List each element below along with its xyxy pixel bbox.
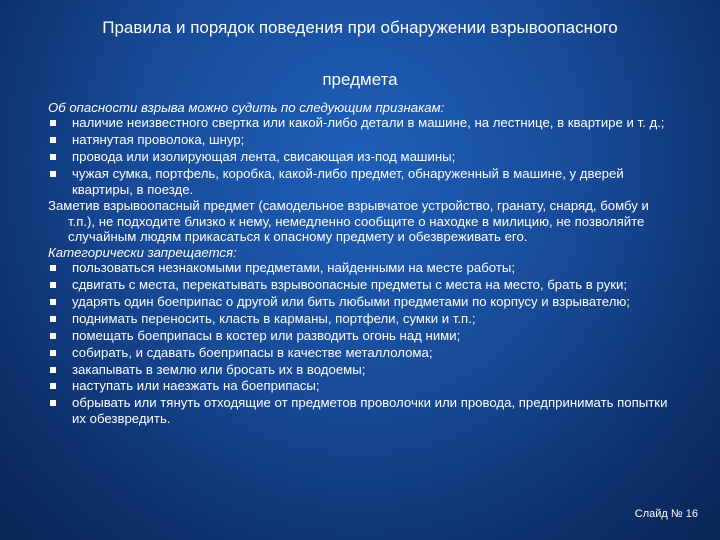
bullet-item: [48, 115, 678, 130]
prohibited-intro: Категорически запрещается:: [48, 244, 237, 260]
bullet-text: наличие неизвестного свертка или какой-либо детали в машине, на лестнице, в квартире и т. д.;: [72, 115, 665, 131]
bullet-item: [48, 260, 678, 275]
bullet-item: [48, 132, 678, 147]
square-bullet-icon: [50, 383, 56, 389]
square-bullet-icon: [50, 350, 56, 356]
bullet-text: натянутая проволока, шнур;: [72, 132, 245, 148]
square-bullet-icon: [50, 137, 56, 143]
bullet-text: наступать или наезжать на боеприпасы;: [72, 378, 320, 394]
bullet-item: [48, 328, 678, 343]
signs-list: [48, 115, 678, 197]
bullet-item: [48, 166, 678, 197]
bullet-item: [48, 277, 678, 292]
bullet-text: ударять один боеприпас о другой или бить любыми предметами по корпусу и взрывателю;: [72, 293, 630, 309]
square-bullet-icon: [50, 282, 56, 288]
square-bullet-icon: [50, 400, 56, 406]
bullet-item: [48, 294, 678, 309]
bullet-text: чужая сумка, портфель, коробка, какой-либо предмет, обнаруженный в машине, у дверей квартиры, в поезде.: [72, 166, 624, 197]
bullet-item: [48, 311, 678, 326]
bullet-item: [48, 378, 678, 393]
prohibited-list: [48, 260, 678, 426]
slide-number: Слайд № 16: [634, 508, 698, 520]
square-bullet-icon: [50, 316, 56, 322]
square-bullet-icon: [50, 265, 56, 271]
instruction-paragraph: Заметив взрывоопасный предмет (самодельное взрывчатое устройство, гранату, снаряд, бомбу и т.п.), не подходите близко к нему, немедленно сообщите о находке в милицию, не позволяйте случайным людям прикасаться к опасному предмету и обезвреживать его.: [48, 198, 649, 245]
slide-title: [40, 14, 680, 94]
bullet-text: провода или изолирующая лента, свисающая из-под машины;: [72, 149, 456, 165]
square-bullet-icon: [50, 299, 56, 305]
bullet-text: пользоваться незнакомыми предметами, найденными на месте работы;: [72, 260, 516, 276]
square-bullet-icon: [50, 333, 56, 339]
bullet-text: поднимать переносить, класть в карманы, портфели, сумки и т.п.;: [72, 310, 476, 326]
title-line-2: предмета: [322, 70, 398, 89]
bullet-text: закапывать в землю или бросать их в водоемы;: [72, 361, 366, 377]
bullet-item: [48, 345, 678, 360]
bullet-item: [48, 395, 678, 426]
bullet-item: [48, 149, 678, 164]
bullet-text: обрывать или тянуть отходящие от предметов проволочки или провода, предпринимать попытки их обезвредить.: [72, 395, 668, 426]
bullet-item: [48, 362, 678, 377]
square-bullet-icon: [50, 154, 56, 160]
square-bullet-icon: [50, 120, 56, 126]
bullet-text: помещать боеприпасы в костер или разводить огонь над ними;: [72, 327, 461, 343]
slide-content: [48, 100, 678, 428]
square-bullet-icon: [50, 171, 56, 177]
square-bullet-icon: [50, 367, 56, 373]
bullet-text: сдвигать с места, перекатывать взрывоопасные предметы с места на место, брать в руки;: [72, 276, 628, 292]
signs-intro: Об опасности взрыва можно судить по следующим признакам:: [48, 100, 445, 115]
bullet-text: собирать, и сдавать боеприпасы в качестве металлолома;: [72, 344, 433, 360]
title-line-1: Правила и порядок поведения при обнаружении взрывоопасного: [102, 18, 618, 37]
